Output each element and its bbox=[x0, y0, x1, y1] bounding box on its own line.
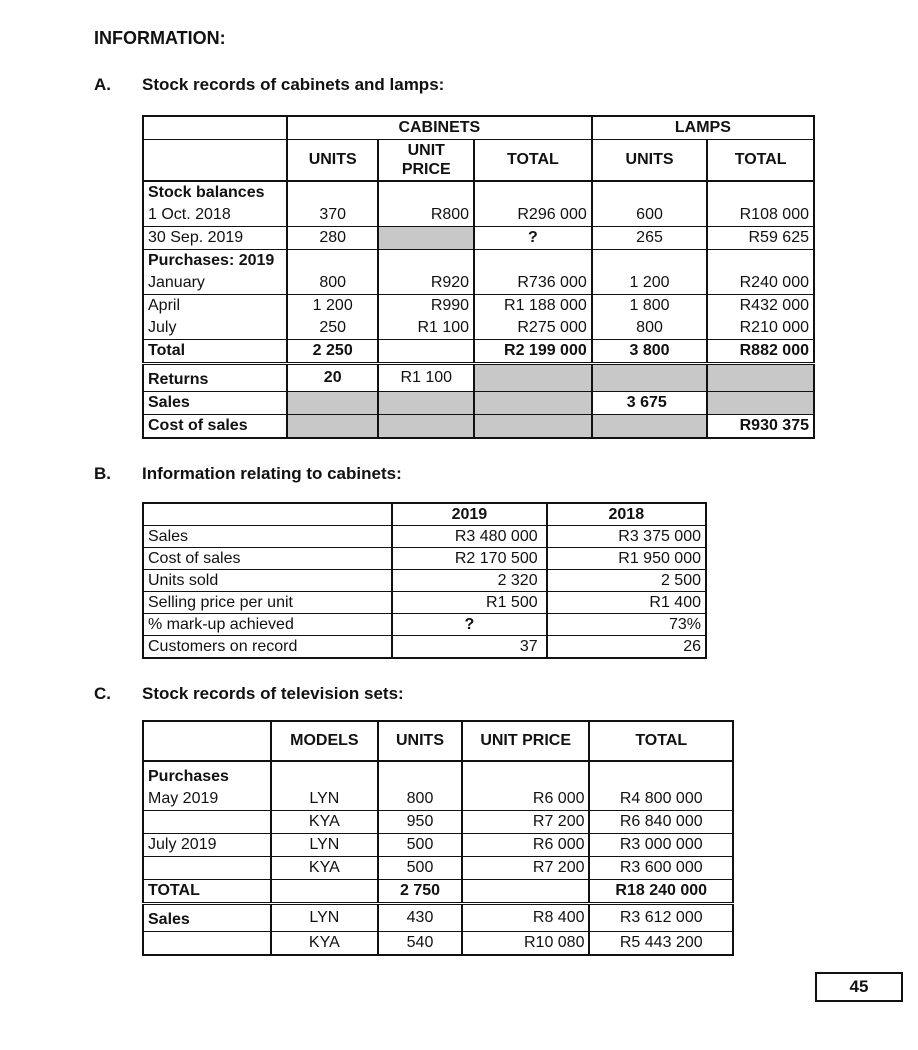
cabinets-group-header: CABINETS bbox=[287, 116, 592, 140]
value-2019: 2 320 bbox=[392, 570, 546, 592]
price-cell: R1 100 bbox=[378, 317, 474, 340]
blank-header-cell bbox=[143, 140, 287, 182]
section-b-letter: B. bbox=[94, 464, 111, 483]
model-cell: KYA bbox=[271, 811, 379, 834]
row-label: Sales bbox=[148, 527, 189, 545]
total-header: TOTAL bbox=[474, 140, 592, 182]
value-2018: 2 500 bbox=[547, 570, 706, 592]
total-header: TOTAL bbox=[589, 721, 733, 761]
tv-stock-table bbox=[142, 720, 734, 956]
units-header: UNITS bbox=[287, 140, 379, 182]
total-cell: R736 000 bbox=[474, 272, 592, 295]
price-cell: R990 bbox=[378, 295, 474, 318]
model-cell: LYN bbox=[271, 834, 379, 857]
section-a-letter: A. bbox=[94, 75, 111, 94]
shaded-cell bbox=[378, 227, 474, 250]
unit-price-header bbox=[378, 140, 474, 182]
total-cell: ? bbox=[474, 227, 592, 250]
row-label: July 2019 bbox=[148, 836, 217, 853]
value-2019: R3 480 000 bbox=[392, 526, 546, 548]
row-label: July bbox=[148, 319, 177, 336]
lamp-total-cell: R432 000 bbox=[707, 295, 814, 318]
total-cell: R6 840 000 bbox=[589, 811, 733, 834]
section-c-letter: C. bbox=[94, 684, 111, 703]
sales-label: Sales bbox=[148, 394, 190, 411]
year-2019-header: 2019 bbox=[392, 503, 546, 526]
lamp-units-cell: 3 675 bbox=[592, 392, 708, 415]
lamp-units-cell: 1 800 bbox=[592, 295, 708, 318]
total-cell: R275 000 bbox=[474, 317, 592, 340]
lamp-units-cell: 3 800 bbox=[592, 340, 708, 364]
lamp-total-cell: R882 000 bbox=[707, 340, 814, 364]
value-2018: R3 375 000 bbox=[547, 526, 706, 548]
row-label: Units sold bbox=[148, 571, 219, 589]
unit-price-header-line1: UNIT bbox=[407, 142, 445, 159]
total-cell: R3 612 000 bbox=[589, 904, 733, 932]
page-number: 45 bbox=[815, 972, 903, 1002]
value-2019: R2 170 500 bbox=[392, 548, 546, 570]
model-cell: KYA bbox=[271, 857, 379, 880]
lamp-units-cell: 265 bbox=[592, 227, 708, 250]
lamp-total-cell: R240 000 bbox=[707, 272, 814, 295]
total-cell: R5 443 200 bbox=[589, 932, 733, 956]
value-2018: 73% bbox=[547, 614, 706, 636]
row-label: 30 Sep. 2019 bbox=[148, 229, 244, 246]
price-cell: R7 200 bbox=[462, 811, 590, 834]
value-2019: R1 500 bbox=[392, 592, 546, 614]
lamp-total-header: TOTAL bbox=[707, 140, 814, 182]
units-cell: 500 bbox=[378, 834, 462, 857]
sales-label: Sales bbox=[148, 911, 190, 928]
lamp-total-cell: R59 625 bbox=[707, 227, 814, 250]
row-label: Selling price per unit bbox=[148, 593, 293, 611]
value-2018: R1 400 bbox=[547, 592, 706, 614]
units-cell: 950 bbox=[378, 811, 462, 834]
value-2019: ? bbox=[392, 614, 546, 636]
units-cell: 2 250 bbox=[287, 340, 379, 364]
purchases-label: Purchases bbox=[148, 768, 229, 785]
price-cell: R7 200 bbox=[462, 857, 590, 880]
total-cell: R1 188 000 bbox=[474, 295, 592, 318]
purchases-label: Purchases: 2019 bbox=[148, 252, 275, 269]
total-row-label: Total bbox=[148, 342, 186, 359]
stock-balances-label: Stock balances bbox=[148, 184, 265, 201]
row-label: January bbox=[148, 274, 205, 291]
price-cell: R6 000 bbox=[462, 834, 590, 857]
section-a-title: Stock records of cabinets and lamps: bbox=[142, 75, 445, 94]
total-cell: R296 000 bbox=[474, 204, 592, 227]
units-cell: 250 bbox=[287, 317, 379, 340]
total-cell: R2 199 000 bbox=[474, 340, 592, 364]
units-cell: 540 bbox=[378, 932, 462, 956]
price-cell: R8 400 bbox=[462, 904, 590, 932]
price-cell: R920 bbox=[378, 272, 474, 295]
units-cell: 430 bbox=[378, 904, 462, 932]
cost-of-sales-label: Cost of sales bbox=[148, 417, 248, 434]
lamp-total-cell: R930 375 bbox=[707, 415, 814, 439]
row-label: May 2019 bbox=[148, 790, 219, 807]
row-label: Customers on record bbox=[148, 637, 298, 655]
lamp-units-header: UNITS bbox=[592, 140, 708, 182]
cabinets-info-table bbox=[142, 502, 707, 659]
units-cell: 500 bbox=[378, 857, 462, 880]
value-2019: 37 bbox=[392, 636, 546, 659]
information-heading: INFORMATION: bbox=[94, 28, 226, 48]
units-cell: 800 bbox=[287, 272, 379, 295]
price-cell: R800 bbox=[378, 204, 474, 227]
value-2018: 26 bbox=[547, 636, 706, 659]
row-label: % mark-up achieved bbox=[148, 615, 294, 633]
total-cell: R3 600 000 bbox=[589, 857, 733, 880]
stock-records-table bbox=[142, 115, 815, 439]
total-cell: R18 240 000 bbox=[589, 880, 733, 904]
total-cell: R4 800 000 bbox=[589, 788, 733, 811]
section-c-title: Stock records of television sets: bbox=[142, 684, 404, 703]
units-cell: 370 bbox=[287, 204, 379, 227]
row-label bbox=[143, 857, 271, 880]
blank-header-cell bbox=[143, 116, 287, 140]
price-cell: R10 080 bbox=[462, 932, 590, 956]
units-cell: 800 bbox=[378, 788, 462, 811]
models-header: MODELS bbox=[271, 721, 379, 761]
year-2018-header: 2018 bbox=[547, 503, 706, 526]
returns-label: Returns bbox=[148, 371, 209, 388]
unit-price-header: UNIT PRICE bbox=[462, 721, 590, 761]
model-cell: LYN bbox=[271, 788, 379, 811]
units-cell: 1 200 bbox=[287, 295, 379, 318]
row-label: Cost of sales bbox=[148, 549, 241, 567]
lamp-units-cell: 1 200 bbox=[592, 272, 708, 295]
model-cell: LYN bbox=[271, 904, 379, 932]
lamp-total-cell: R210 000 bbox=[707, 317, 814, 340]
section-b-title: Information relating to cabinets: bbox=[142, 464, 402, 483]
lamp-units-cell: 600 bbox=[592, 204, 708, 227]
total-cell: R3 000 000 bbox=[589, 834, 733, 857]
unit-price-header-line2: PRICE bbox=[401, 161, 451, 178]
model-cell: KYA bbox=[271, 932, 379, 956]
units-cell: 2 750 bbox=[378, 880, 462, 904]
row-label bbox=[143, 811, 271, 834]
lamp-units-cell: 800 bbox=[592, 317, 708, 340]
lamps-group-header: LAMPS bbox=[592, 116, 814, 140]
units-header: UNITS bbox=[378, 721, 462, 761]
lamp-total-cell: R108 000 bbox=[707, 204, 814, 227]
total-row-label: TOTAL bbox=[148, 882, 200, 899]
row-label: 1 Oct. 2018 bbox=[148, 206, 231, 223]
units-cell: 20 bbox=[287, 364, 379, 392]
row-label: April bbox=[148, 297, 181, 314]
price-cell: R1 100 bbox=[378, 364, 474, 392]
value-2018: R1 950 000 bbox=[547, 548, 706, 570]
units-cell: 280 bbox=[287, 227, 379, 250]
price-cell: R6 000 bbox=[462, 788, 590, 811]
